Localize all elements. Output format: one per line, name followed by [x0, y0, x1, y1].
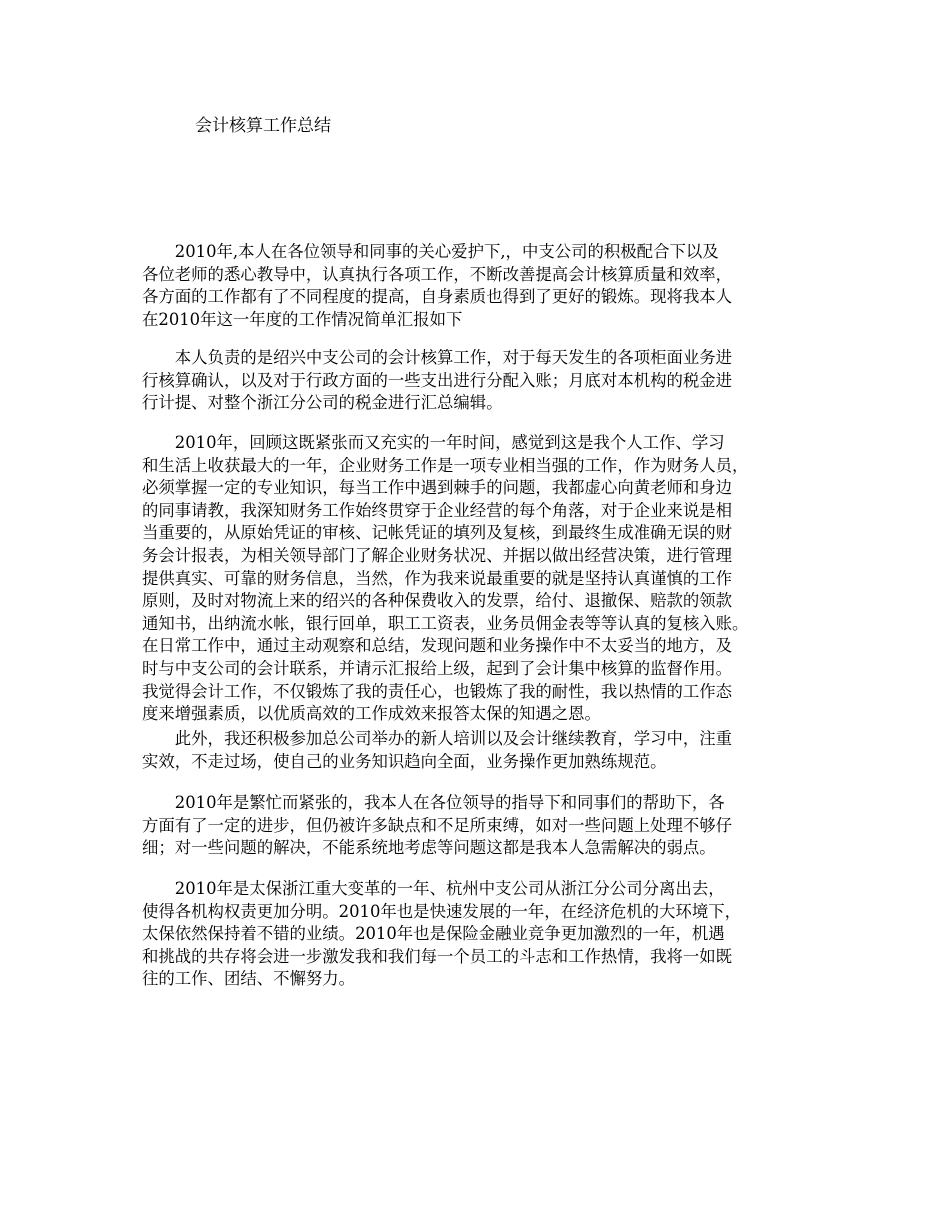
text-line: 使得各机构权责更加分明。2010年也是快速发展的一年，在经济危机的大环境下， — [142, 901, 741, 921]
text-line: 各方面的工作都有了不同程度的提高，自身素质也得到了更好的锻炼。现将我本人 — [142, 287, 733, 307]
text-line: 行核算确认，以及对于行政方面的一些支出进行分配入账；月底对本机构的税金进 — [142, 370, 733, 390]
text-line: 和生活上收获最大的一年，企业财务工作是一项专业相当强的工作，作为财务人员， — [142, 455, 749, 475]
text-line: 2010年是繁忙而紧张的，我本人在各位领导的指导下和同事们的帮助下，各 — [142, 793, 725, 812]
text-line: 和挑战的共存将会进一步激发我和我们每一个员工的斗志和工作热情，我将一如既 — [142, 946, 733, 966]
text-line: 度来增强素质，以优质高效的工作成效来报答太保的知遇之恩。 — [142, 704, 601, 724]
text-line: 提供真实、可靠的财务信息，当然，作为我来说最重要的就是坚持认真谨慎的工作 — [142, 568, 733, 588]
text-line: 当重要的，从原始凭证的审核、记帐凭证的填列及复核，到最终生成准确无误的财 — [142, 523, 733, 543]
text-line: 必须掌握一定的专业知识，每当工作中遇到棘手的问题，我都虚心向黄老师和身边 — [142, 478, 733, 498]
text-line: 在2010年这一年度的工作情况简单汇报如下 — [142, 309, 463, 329]
paragraph-responsibilities — [142, 347, 732, 415]
text-line: 细；对一些问题的解决，不能系统地考虑等问题这都是我本人急需解决的弱点。 — [142, 838, 716, 858]
paragraph-year-review — [142, 432, 748, 726]
paragraph-shortcomings — [142, 792, 732, 860]
text-line: 各位老师的悉心教导中，认真执行各项工作，不断改善提高会计核算质量和效率， — [142, 264, 733, 284]
text-line: 往的工作、团结、不懈努力。 — [142, 969, 356, 989]
text-line: 时与中支公司的会计联系，并请示汇报给上级，起到了会计集中核算的监督作用。 — [142, 658, 733, 678]
text-line: 务会计报表，为相关领导部门了解企业财务状况、并据以做出经营决策，进行管理 — [142, 545, 733, 565]
text-line: 的同事请教，我深知财务工作始终贯穿于企业经营的每个角落，对于企业来说是相 — [142, 500, 733, 520]
text-line: 通知书，出纳流水帐，银行回单，职工工资表，业务员佣金表等等认真的复核入账。 — [142, 613, 749, 633]
text-line: 2010年，回顾这既紧张而又充实的一年时间，感觉到这是我个人工作、学习 — [142, 433, 725, 452]
text-line: 本人负责的是绍兴中支公司的会计核算工作，对于每天发生的各项柜面业务进 — [142, 348, 733, 367]
paragraph-intro — [142, 241, 732, 331]
text-line: 此外，我还积极参加总公司举办的新人培训以及会计继续教育，学习中，注重 — [142, 729, 733, 748]
text-line: 原则，及时对物流上来的绍兴的各种保费收入的发票，给付、退撤保、赔款的领款 — [142, 591, 733, 611]
document-title: 会计核算工作总结 — [195, 116, 331, 136]
paragraph-training — [142, 728, 732, 773]
text-line: 方面有了一定的进步，但仍被许多缺点和不足所束缚，如对一些问题上处理不够仔 — [142, 815, 733, 835]
text-line: 2010年是太保浙江重大变革的一年、杭州中支公司从浙江分公司分离出去， — [142, 879, 725, 898]
text-line: 实效，不走过场，使自己的业务知识趋向全面，业务操作更加熟练规范。 — [142, 751, 667, 771]
text-line: 我觉得会计工作，不仅锻炼了我的责任心，也锻炼了我的耐性，我以热情的工作态 — [142, 681, 733, 701]
text-line: 在日常工作中，通过主动观察和总结，发现问题和业务操作中不太妥当的地方，及 — [142, 636, 733, 656]
text-line: 太保依然保持着不错的业绩。2010年也是保险金融业竞争更加激烈的一年，机遇 — [142, 924, 725, 944]
text-line: 行计提、对整个浙江分公司的税金进行汇总编辑。 — [142, 393, 503, 413]
text-line: 2010年,本人在各位领导和同事的关心爱护下,，中支公司的积极配合下以及 — [142, 242, 719, 261]
paragraph-outlook — [142, 878, 741, 991]
